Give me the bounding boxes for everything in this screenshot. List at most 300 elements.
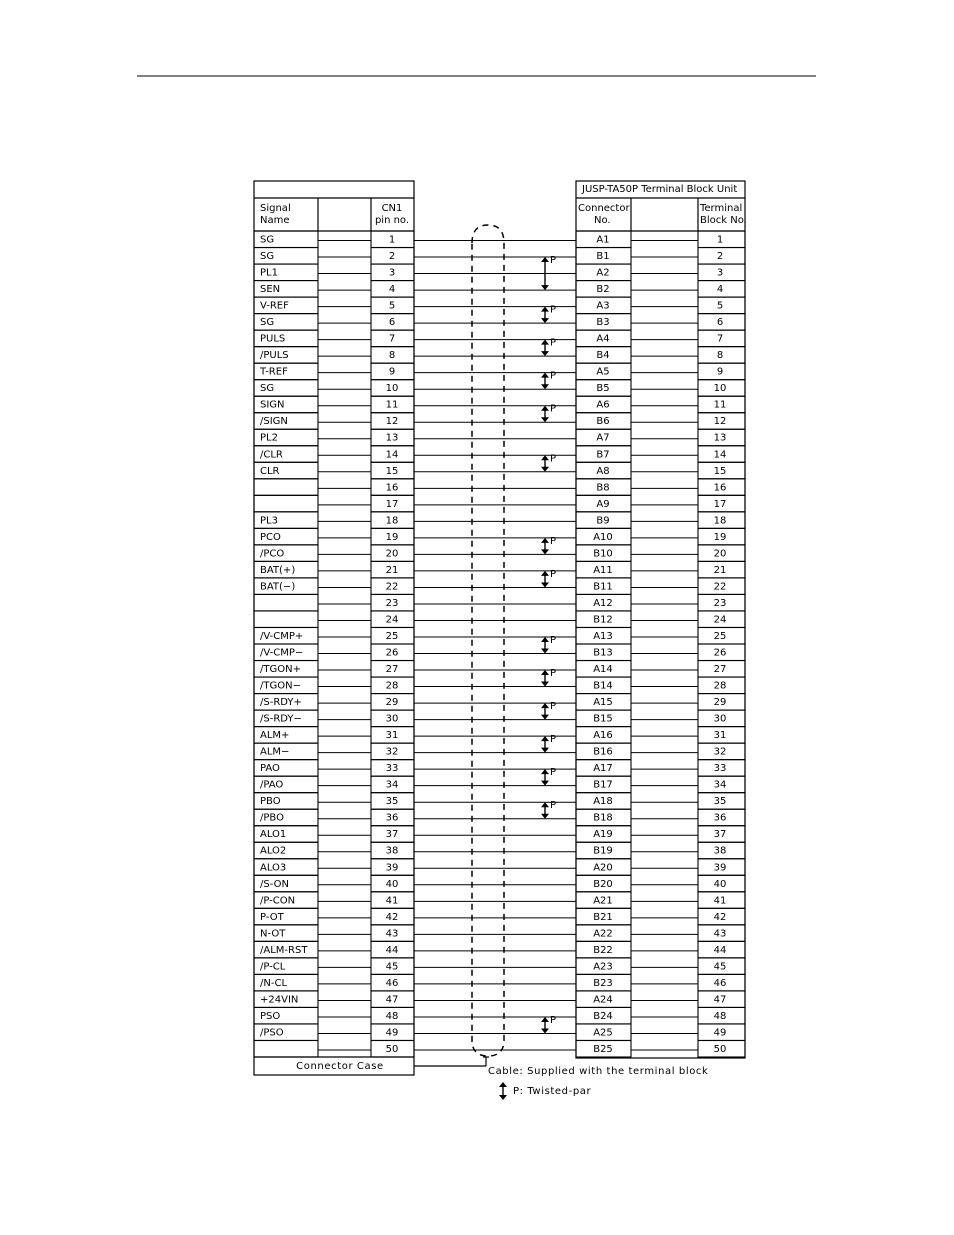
connector-number: A18 xyxy=(593,796,613,808)
table-row xyxy=(254,958,745,975)
pair-label: P xyxy=(550,535,557,547)
twisted-pair-legend-icon xyxy=(499,1082,507,1100)
signal-name: PSO xyxy=(260,1010,281,1022)
pin-number: 15 xyxy=(385,465,399,477)
connector-number: A22 xyxy=(593,928,613,940)
pin-number: 8 xyxy=(388,350,396,362)
twisted-pair-marker xyxy=(541,701,556,720)
pin-number: 14 xyxy=(385,449,399,461)
connector-number: B11 xyxy=(593,581,613,593)
terminal-number: 20 xyxy=(713,548,727,560)
pin-number: 40 xyxy=(385,878,399,890)
table-row xyxy=(254,264,745,281)
table-row xyxy=(254,396,745,413)
signal-name: PULS xyxy=(260,333,286,345)
pin-number: 46 xyxy=(385,977,399,989)
signal-name: ALO1 xyxy=(260,829,287,841)
terminal-number: 24 xyxy=(713,614,727,626)
twisted-pair-marker xyxy=(541,1015,556,1034)
pin-number: 48 xyxy=(385,1010,399,1022)
connector-number: B22 xyxy=(593,944,613,956)
pair-label: P xyxy=(550,1014,557,1026)
terminal-header-line2: Block No. xyxy=(700,215,747,226)
pair-arrow-down-icon xyxy=(541,748,549,753)
twisted-pair-marker xyxy=(541,536,556,555)
terminal-number: 15 xyxy=(713,465,727,477)
signal-cell xyxy=(254,1040,318,1057)
pin-number: 13 xyxy=(385,432,399,444)
pair-label: P xyxy=(550,337,557,349)
connector-number: A11 xyxy=(593,564,613,576)
connector-number: A5 xyxy=(596,366,610,378)
twisted-pair-marker xyxy=(541,404,556,423)
connector-number: B21 xyxy=(593,911,613,923)
pin-number: 24 xyxy=(385,614,399,626)
pair-arrow-up-icon xyxy=(541,455,549,460)
signal-name: /PSO xyxy=(260,1027,284,1039)
pair-arrow-down-icon xyxy=(541,467,549,472)
table-row xyxy=(254,611,745,628)
connector-number: B24 xyxy=(593,1010,613,1022)
pair-label: P xyxy=(550,370,557,382)
table-row xyxy=(254,925,745,942)
signal-name: SG xyxy=(260,251,275,263)
terminal-number: 47 xyxy=(713,994,727,1006)
connector-number: A15 xyxy=(593,697,613,709)
signal-name: /SIGN xyxy=(260,416,288,428)
connector-number: B23 xyxy=(593,977,613,989)
pin-number: 44 xyxy=(385,944,399,956)
terminal-number: 8 xyxy=(716,350,724,362)
terminal-number: 16 xyxy=(713,482,727,494)
pin-number: 18 xyxy=(385,515,399,527)
pin-number: 34 xyxy=(385,779,399,791)
connector-number: A23 xyxy=(593,961,613,973)
terminal-number: 11 xyxy=(713,399,727,411)
pin-number: 21 xyxy=(385,564,399,576)
signal-name: /V-CMP+ xyxy=(260,630,304,642)
table-row xyxy=(254,347,745,364)
table-row xyxy=(254,314,745,331)
table-row xyxy=(254,908,745,925)
pair-arrow-down-icon xyxy=(541,682,549,687)
signal-name: N-OT xyxy=(260,928,286,940)
pair-arrow-down-icon xyxy=(541,649,549,654)
connector-number: A17 xyxy=(593,763,613,775)
table-row xyxy=(254,561,745,578)
connector-case-label: Connector Case xyxy=(296,1061,384,1072)
pin-number: 49 xyxy=(385,1027,399,1039)
connector-number: A12 xyxy=(593,597,613,609)
terminal-number: 33 xyxy=(713,763,727,775)
pin-number: 43 xyxy=(385,928,399,940)
table-row xyxy=(254,875,745,892)
pin-number: 23 xyxy=(385,597,399,609)
table-row xyxy=(254,760,745,777)
signal-name: /CLR xyxy=(260,449,283,461)
table-row xyxy=(254,710,745,727)
connector-number: B25 xyxy=(593,1043,613,1055)
signal-name: /PULS xyxy=(260,350,289,362)
pin-number: 16 xyxy=(385,482,399,494)
right-table-title: JUSP-TA50P Terminal Block Unit xyxy=(582,184,738,195)
pair-arrow-up-icon xyxy=(541,340,549,345)
terminal-number: 27 xyxy=(713,664,727,676)
terminal-number: 36 xyxy=(713,812,727,824)
table-row xyxy=(254,495,745,512)
pin-number: 38 xyxy=(385,845,399,857)
terminal-number: 29 xyxy=(713,697,727,709)
table-row xyxy=(254,991,745,1008)
terminal-number: 30 xyxy=(713,713,727,725)
table-row xyxy=(254,462,745,479)
pair-arrow-down-icon xyxy=(541,781,549,786)
connector-number: B7 xyxy=(596,449,610,461)
terminal-number: 40 xyxy=(713,878,727,890)
connector-number: A1 xyxy=(596,234,610,246)
connector-number: B9 xyxy=(596,515,610,527)
terminal-number: 21 xyxy=(713,564,727,576)
table-row xyxy=(254,380,745,397)
pin-number: 7 xyxy=(388,333,396,345)
terminal-number: 26 xyxy=(713,647,727,659)
twisted-pair-marker xyxy=(541,734,556,753)
connector-number: B13 xyxy=(593,647,613,659)
connector-number: A19 xyxy=(593,829,613,841)
signal-header-line2: Name xyxy=(260,215,290,226)
connector-header-line2: No. xyxy=(594,215,611,226)
terminal-number: 46 xyxy=(713,977,727,989)
table-row xyxy=(254,231,745,248)
pair-label: P xyxy=(550,304,557,316)
signal-name: BAT(−) xyxy=(260,581,296,593)
pair-arrow-down-icon xyxy=(541,1028,549,1033)
signal-name: /ALM-RST xyxy=(260,944,308,956)
signal-name: /V-CMP− xyxy=(260,647,304,659)
signal-name: /S-RDY− xyxy=(260,713,302,725)
pin-number: 36 xyxy=(385,812,399,824)
table-row xyxy=(254,281,745,298)
terminal-number: 13 xyxy=(713,432,727,444)
terminal-number: 23 xyxy=(713,597,727,609)
table-row xyxy=(254,644,745,661)
pair-arrow-up-icon xyxy=(541,307,549,312)
connector-number: A7 xyxy=(596,432,610,444)
pin-number: 2 xyxy=(388,251,396,263)
signal-name: ALO3 xyxy=(260,862,287,874)
pin-number: 1 xyxy=(388,234,396,246)
table-row xyxy=(254,1007,745,1024)
table-row xyxy=(254,413,745,430)
pair-arrow-down-icon xyxy=(541,814,549,819)
twisted-pair-marker xyxy=(541,569,556,588)
pin-number: 11 xyxy=(385,399,399,411)
pin-number: 35 xyxy=(385,796,399,808)
terminal-number: 18 xyxy=(713,515,727,527)
pin-number: 27 xyxy=(385,664,399,676)
connector-header-line1: Connector xyxy=(578,203,630,214)
signal-name: /P-CL xyxy=(260,961,286,973)
terminal-number: 32 xyxy=(713,746,727,758)
connector-number: B10 xyxy=(593,548,613,560)
terminal-number: 19 xyxy=(713,531,727,543)
terminal-number: 5 xyxy=(716,300,724,312)
table-row xyxy=(254,1040,745,1057)
connector-number: B5 xyxy=(596,383,610,395)
signal-name: /PAO xyxy=(260,779,284,791)
pin-number: 31 xyxy=(385,730,399,742)
pin-header-line1: CN1 xyxy=(381,203,403,214)
twisted-pair-note: P: Twisted-par xyxy=(513,1086,592,1097)
pair-arrow-up-icon xyxy=(541,670,549,675)
pair-label: P xyxy=(550,734,557,746)
pair-arrow-up-icon xyxy=(541,769,549,774)
terminal-number: 45 xyxy=(713,961,727,973)
connector-number: B14 xyxy=(593,680,613,692)
pin-number: 3 xyxy=(388,267,396,279)
table-row xyxy=(254,727,745,744)
connector-number: B3 xyxy=(596,317,610,329)
pair-label: P xyxy=(550,800,557,812)
twisted-pair-marker xyxy=(541,453,556,472)
table-row xyxy=(254,661,745,678)
connector-number: A9 xyxy=(596,498,610,510)
signal-name: CLR xyxy=(260,465,280,477)
table-row xyxy=(254,677,745,694)
pair-arrow-down-icon xyxy=(541,318,549,323)
pin-number: 6 xyxy=(388,317,396,329)
terminal-number: 34 xyxy=(713,779,727,791)
signal-name: V-REF xyxy=(260,300,289,312)
table-row xyxy=(254,809,745,826)
pair-label: P xyxy=(550,635,557,646)
table-row xyxy=(254,594,745,611)
signal-name: /PCO xyxy=(260,548,285,560)
table-row xyxy=(254,545,745,562)
connector-number: B12 xyxy=(593,614,613,626)
table-row xyxy=(254,793,745,810)
terminal-number: 39 xyxy=(713,862,727,874)
signal-name: SG xyxy=(260,383,275,395)
signal-name: ALM− xyxy=(260,746,290,758)
pin-number: 41 xyxy=(385,895,399,907)
signal-name: /S-ON xyxy=(260,878,289,890)
pin-number: 39 xyxy=(385,862,399,874)
signal-name: SG xyxy=(260,234,275,246)
table-row xyxy=(254,694,745,711)
terminal-number: 31 xyxy=(713,730,727,742)
pair-label: P xyxy=(550,668,557,680)
connector-number: B15 xyxy=(593,713,613,725)
twisted-pair-marker xyxy=(541,668,556,687)
table-row xyxy=(254,892,745,909)
table-row xyxy=(254,941,745,958)
signal-header-line1: Signal xyxy=(260,203,291,214)
connector-number: B16 xyxy=(593,746,613,758)
pair-arrow-down-icon xyxy=(541,582,549,587)
connector-number: A14 xyxy=(593,664,613,676)
signal-name: /P-CON xyxy=(260,895,296,907)
connector-number: A13 xyxy=(593,630,613,642)
twisted-pair-marker xyxy=(541,800,556,819)
table-row xyxy=(254,429,745,446)
terminal-number: 22 xyxy=(713,581,727,593)
connector-number: B2 xyxy=(596,284,610,296)
terminal-number: 7 xyxy=(716,333,724,345)
signal-name: PBO xyxy=(260,796,281,808)
connector-number: B4 xyxy=(596,350,610,362)
terminal-number: 38 xyxy=(713,845,727,857)
signal-name: ALM+ xyxy=(260,730,290,742)
terminal-number: 6 xyxy=(716,317,724,329)
pin-number: 29 xyxy=(385,697,399,709)
pair-arrow-down-icon xyxy=(541,285,549,290)
pair-arrow-up-icon xyxy=(541,538,549,543)
table-row xyxy=(254,479,745,496)
terminal-number: 42 xyxy=(713,911,727,923)
pin-number: 12 xyxy=(385,416,399,428)
pin-number: 4 xyxy=(388,284,396,296)
terminal-number: 4 xyxy=(716,284,724,296)
table-row xyxy=(254,330,745,347)
signal-name: SIGN xyxy=(260,399,285,411)
signal-name: BAT(+) xyxy=(260,564,296,576)
connector-number: A20 xyxy=(593,862,613,874)
terminal-number: 35 xyxy=(713,796,727,808)
signal-name: SEN xyxy=(260,284,281,296)
table-row xyxy=(254,974,745,991)
signal-name: P-OT xyxy=(260,911,284,923)
terminal-number: 2 xyxy=(716,251,724,263)
connector-number: B17 xyxy=(593,779,613,791)
connector-number: A21 xyxy=(593,895,613,907)
signal-name: PL3 xyxy=(260,515,278,527)
pin-number: 25 xyxy=(385,630,399,642)
pin-number: 50 xyxy=(385,1043,399,1055)
signal-name: /TGON− xyxy=(260,680,301,692)
table-row xyxy=(254,512,745,529)
terminal-number: 28 xyxy=(713,680,727,692)
connector-number: A25 xyxy=(593,1027,613,1039)
connector-number: B18 xyxy=(593,812,613,824)
table-row xyxy=(254,627,745,644)
connector-number: B8 xyxy=(596,482,610,494)
pair-arrow-up-icon xyxy=(541,571,549,576)
signal-cell xyxy=(254,495,318,512)
pair-label: P xyxy=(550,568,557,580)
signal-name: /PBO xyxy=(260,812,284,824)
pin-number: 47 xyxy=(385,994,399,1006)
twisted-pair-marker xyxy=(541,338,556,357)
terminal-number: 10 xyxy=(713,383,727,395)
pin-number: 22 xyxy=(385,581,399,593)
pair-arrow-up-icon xyxy=(541,703,549,708)
table-row xyxy=(254,826,745,843)
signal-name: +24VIN xyxy=(260,994,299,1006)
pair-arrow-up-icon xyxy=(541,406,549,411)
table-row xyxy=(254,446,745,463)
terminal-number: 25 xyxy=(713,630,727,642)
pin-number: 28 xyxy=(385,680,399,692)
pair-arrow-up-icon xyxy=(541,257,549,262)
terminal-number: 12 xyxy=(713,416,727,428)
pin-number: 37 xyxy=(385,829,399,841)
table-row xyxy=(254,297,745,314)
pin-number: 30 xyxy=(385,713,399,725)
pair-arrow-up-icon xyxy=(541,637,549,642)
terminal-number: 44 xyxy=(713,944,727,956)
pin-header-line2: pin no. xyxy=(374,215,410,226)
signal-cell xyxy=(254,479,318,496)
pin-number: 19 xyxy=(385,531,399,543)
pin-number: 17 xyxy=(385,498,399,510)
terminal-number: 48 xyxy=(713,1010,727,1022)
connector-number: B20 xyxy=(593,878,613,890)
table-row xyxy=(254,776,745,793)
pin-number: 26 xyxy=(385,647,399,659)
terminal-number: 43 xyxy=(713,928,727,940)
twisted-pair-marker xyxy=(541,371,556,390)
connector-number: A3 xyxy=(596,300,610,312)
connector-number: A24 xyxy=(593,994,613,1006)
cable-note: Cable: Supplied with the terminal block xyxy=(488,1066,709,1077)
twisted-pair-marker xyxy=(541,255,556,290)
signal-name: SG xyxy=(260,317,275,329)
pair-arrow-down-icon xyxy=(541,351,549,356)
table-row xyxy=(254,363,745,380)
signal-name: PL1 xyxy=(260,267,278,279)
pair-arrow-down-icon xyxy=(541,715,549,720)
pair-arrow-up-icon xyxy=(541,736,549,741)
pin-number: 10 xyxy=(385,383,399,395)
pin-number: 42 xyxy=(385,911,399,923)
connector-number: A8 xyxy=(596,465,610,477)
pair-label: P xyxy=(550,767,557,779)
pair-label: P xyxy=(550,403,557,415)
table-row xyxy=(254,859,745,876)
connector-number: A16 xyxy=(593,730,613,742)
pin-number: 33 xyxy=(385,763,399,775)
terminal-number: 41 xyxy=(713,895,727,907)
terminal-number: 49 xyxy=(713,1027,727,1039)
terminal-number: 9 xyxy=(716,366,724,378)
signal-name: PAO xyxy=(260,763,280,775)
terminal-number: 37 xyxy=(713,829,727,841)
connector-number: B6 xyxy=(596,416,610,428)
table-row xyxy=(254,743,745,760)
pair-label: P xyxy=(550,255,557,267)
pair-arrow-down-icon xyxy=(541,417,549,422)
pair-arrow-up-icon xyxy=(541,802,549,807)
terminal-number: 1 xyxy=(716,234,724,246)
pair-label: P xyxy=(550,701,557,713)
terminal-number: 50 xyxy=(713,1043,727,1055)
connector-number: A10 xyxy=(593,531,613,543)
pair-arrow-down-icon xyxy=(541,384,549,389)
signal-name: PCO xyxy=(260,531,281,543)
cable-shield xyxy=(472,225,504,1056)
signal-name: ALO2 xyxy=(260,845,287,857)
table-row xyxy=(254,842,745,859)
connector-number: A2 xyxy=(596,267,610,279)
connector-number: B19 xyxy=(593,845,613,857)
pair-arrow-up-icon xyxy=(541,373,549,378)
pin-number: 9 xyxy=(388,366,396,378)
terminal-number: 17 xyxy=(713,498,727,510)
twisted-pair-marker xyxy=(541,635,556,654)
signal-cell xyxy=(254,594,318,611)
connector-number: A4 xyxy=(596,333,610,345)
